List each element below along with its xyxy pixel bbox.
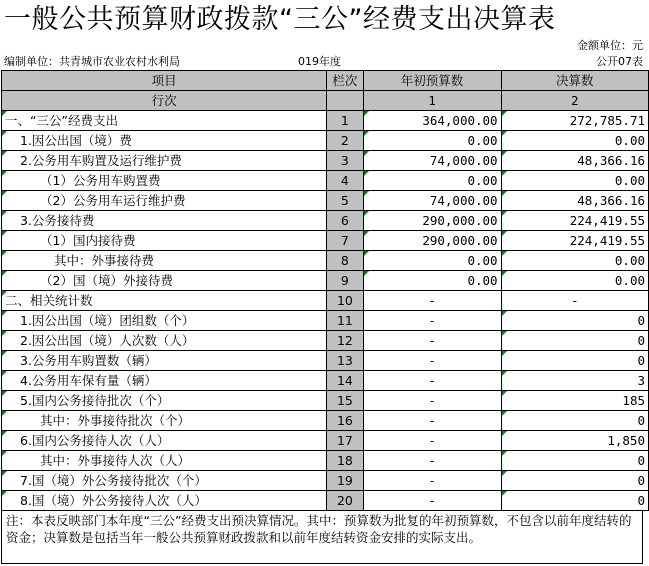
row-no: 16	[327, 411, 363, 431]
row-budget: 0.00	[363, 271, 501, 291]
row-final: 48,366.16	[501, 151, 648, 171]
row-no: 13	[327, 351, 363, 371]
row-final: 0	[501, 491, 648, 511]
table-row	[2, 471, 649, 491]
expense-table	[1, 70, 649, 511]
row-item: 3.公务接待费	[2, 211, 327, 231]
table-row	[2, 491, 649, 511]
row-final: 0.00	[501, 171, 648, 191]
table-row	[2, 371, 649, 391]
row-no: 6	[327, 211, 363, 231]
row-item: 4.公务用车保有量（辆）	[2, 371, 327, 391]
header-item: 项目	[2, 71, 327, 91]
row-final: 0	[501, 471, 648, 491]
row-final: 3	[501, 371, 648, 391]
table-row	[2, 151, 649, 171]
row-budget: -	[363, 411, 501, 431]
header-col1: 1	[363, 91, 501, 111]
row-item: 7.国（境）外公务接待批次（个）	[2, 471, 327, 491]
unit-label: 金额单位：元	[577, 39, 643, 52]
row-no: 10	[327, 291, 363, 311]
page-title: 一般公共预算财政拨款“三公”经费支出决算表	[4, 4, 556, 35]
row-budget: -	[363, 451, 501, 471]
row-budget: 290,000.00	[363, 211, 501, 231]
row-item: （2）公务用车运行维护费	[2, 191, 327, 211]
row-no: 8	[327, 251, 363, 271]
table-row	[2, 411, 649, 431]
meta-row	[0, 54, 649, 70]
row-item: （2）国（境）外接待费	[2, 271, 327, 291]
table-row	[2, 391, 649, 411]
table-row	[2, 131, 649, 151]
row-no: 18	[327, 451, 363, 471]
org-label: 编制单位：共青城市农业农村水利局	[4, 55, 180, 68]
row-no: 3	[327, 151, 363, 171]
table-row	[2, 171, 649, 191]
row-no: 1	[327, 111, 363, 131]
table-row	[2, 271, 649, 291]
row-final: 185	[501, 391, 648, 411]
row-item: 其中：外事接待人次（人）	[2, 451, 327, 471]
row-final: 0.00	[501, 131, 648, 151]
row-item: 二、相关统计数	[2, 291, 327, 311]
row-item: 2.因公出国（境）人次数（人）	[2, 331, 327, 351]
header-lineno: 栏次	[327, 71, 363, 91]
header-row-2	[2, 91, 649, 111]
row-budget: 0.00	[363, 251, 501, 271]
row-no: 17	[327, 431, 363, 451]
row-no: 14	[327, 371, 363, 391]
row-item: （1）公务用车购置费	[2, 171, 327, 191]
table-row	[2, 211, 649, 231]
row-item: 1.因公出国（境）费	[2, 131, 327, 151]
row-budget: 0.00	[363, 131, 501, 151]
row-no: 4	[327, 171, 363, 191]
table-row	[2, 111, 649, 131]
row-item: 2.公务用车购置及运行维护费	[2, 151, 327, 171]
row-final: 0	[501, 351, 648, 371]
row-item: 8.国（境）外公务接待人次（人）	[2, 491, 327, 511]
table-row	[2, 231, 649, 251]
row-no: 9	[327, 271, 363, 291]
year-label: 019年度	[298, 55, 341, 68]
row-final: -	[501, 291, 648, 311]
table-row	[2, 311, 649, 331]
header-row	[2, 71, 649, 91]
row-budget: -	[363, 391, 501, 411]
row-no: 5	[327, 191, 363, 211]
table-row	[2, 451, 649, 471]
row-no: 2	[327, 131, 363, 151]
row-budget: -	[363, 311, 501, 331]
row-final: 272,785.71	[501, 111, 648, 131]
row-no: 7	[327, 231, 363, 251]
row-budget: 364,000.00	[363, 111, 501, 131]
row-budget: 74,000.00	[363, 151, 501, 171]
table-row	[2, 331, 649, 351]
row-budget: -	[363, 291, 501, 311]
row-no: 12	[327, 331, 363, 351]
table-row	[2, 351, 649, 371]
row-budget: -	[363, 351, 501, 371]
table-row	[2, 431, 649, 451]
row-final: 0	[501, 311, 648, 331]
row-no: 19	[327, 471, 363, 491]
table-row	[2, 191, 649, 211]
row-final: 0	[501, 411, 648, 431]
row-final: 0	[501, 331, 648, 351]
form-code: 公开07表	[596, 55, 643, 68]
header-budget: 年初预算数	[363, 71, 501, 91]
row-budget: -	[363, 431, 501, 451]
row-final: 48,366.16	[501, 191, 648, 211]
row-budget: -	[363, 331, 501, 351]
table-row	[2, 251, 649, 271]
table-row	[2, 291, 649, 311]
row-final: 224,419.55	[501, 211, 648, 231]
row-item: 一、“三公”经费支出	[2, 111, 327, 131]
header-final: 决算数	[501, 71, 648, 91]
row-budget: 290,000.00	[363, 231, 501, 251]
row-item: 5.国内公务接待批次（个）	[2, 391, 327, 411]
header-col2: 2	[501, 91, 648, 111]
row-final: 1,850	[501, 431, 648, 451]
row-final: 0	[501, 451, 648, 471]
row-no: 11	[327, 311, 363, 331]
row-final: 0.00	[501, 271, 648, 291]
row-item: 其中：外事接待费	[2, 251, 327, 271]
row-no: 15	[327, 391, 363, 411]
header-row-label: 行次	[2, 91, 327, 111]
footnote: 注：本表反映部门本年度“三公”经费支出预决算情况。其中：预算数为批复的年初预算数，不包含以前年度结转的资金；决算数是包括当年一般公共预算财政拨款和以前年度结转资金安排的实际支出。	[1, 510, 643, 564]
row-item: 3.公务用车购置数（辆）	[2, 351, 327, 371]
row-item: 1.因公出国（境）团组数（个）	[2, 311, 327, 331]
row-budget: -	[363, 371, 501, 391]
row-item: 其中：外事接待批次（个）	[2, 411, 327, 431]
header-blank	[327, 91, 363, 111]
row-final: 0.00	[501, 251, 648, 271]
row-budget: 0.00	[363, 171, 501, 191]
row-budget: -	[363, 471, 501, 491]
row-budget: 74,000.00	[363, 191, 501, 211]
row-item: 6.国内公务接待人次（人）	[2, 431, 327, 451]
row-no: 20	[327, 491, 363, 511]
row-item: （1）国内接待费	[2, 231, 327, 251]
row-budget: -	[363, 491, 501, 511]
row-final: 224,419.55	[501, 231, 648, 251]
